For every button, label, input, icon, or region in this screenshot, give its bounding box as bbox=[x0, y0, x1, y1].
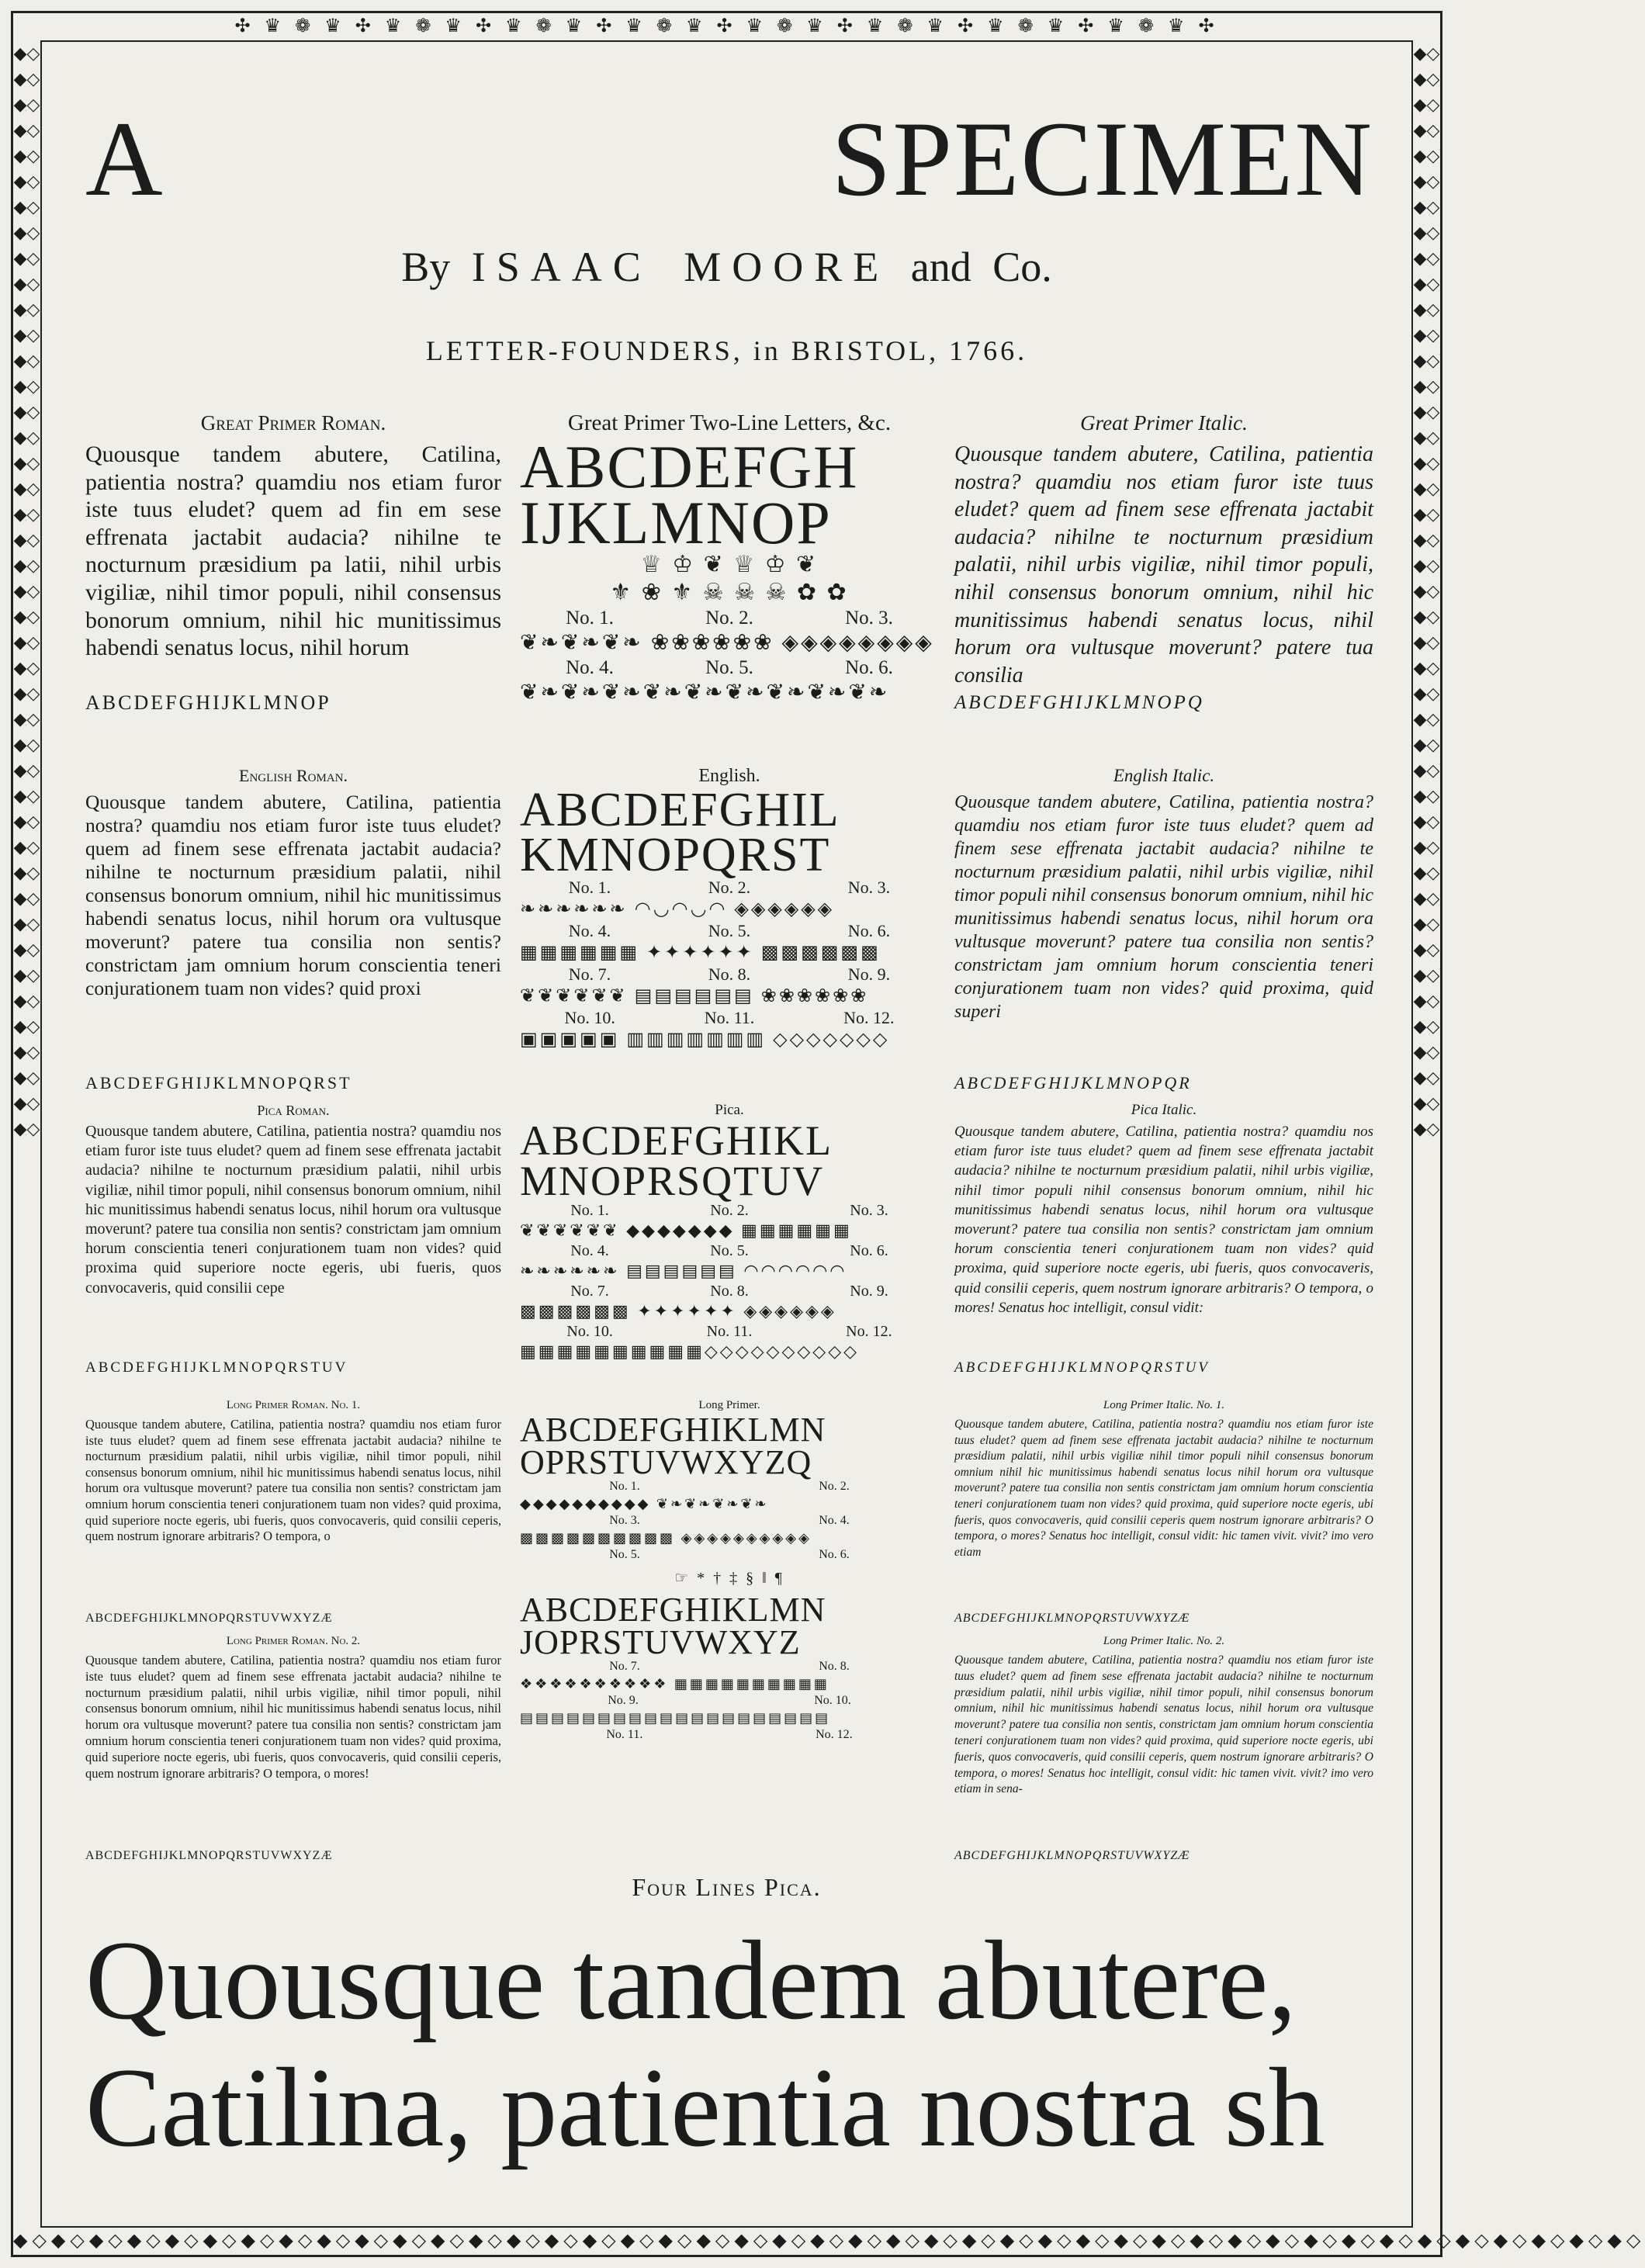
ornament-number: No. 9. bbox=[608, 1694, 639, 1707]
ornament-number-row bbox=[520, 878, 939, 898]
long-primer-italic-2-block bbox=[954, 1633, 1373, 1865]
specimen-text: Quousque tandem abutere, Catilina, patientia nostra? quamdiu nos etiam furor iste tuus eludet? quem ad finem sese effrenata jactabit audacia? nihilne te nocturnum præsidium palatii, nihil urbis vigiliæ, nihil timor populi nihil consensus bonorum omnium, nihil hic munitissimus habendi senatus locus, nihil horum ora vultusque moverunt? patere tua consilia non sentis? constrictam jam omnium horum conscientia teneri conjurationem tuam non vides? quid proxima, quid superiore nocte egeris, ubi fueris, quos convocaveris, quid consilii ceperis, quem nostrum ignorare arbitraris? O tempora, o mores! Senatus hoc intelligit, consul vidit: bbox=[954, 1124, 1373, 1316]
ornament-number: No. 11. bbox=[606, 1728, 643, 1741]
ornament-number: No. 10. bbox=[566, 1323, 613, 1340]
fleuron-ornament-icon: ⚜ ❀ ⚜ ☠ ☠ ☠ ✿ ✿ bbox=[610, 580, 849, 605]
ornament-number: No. 7. bbox=[570, 1283, 609, 1300]
lattice-ornament-icon: ▣▣▣▣▣ ▥▥▥▥▥▥▥ ◇◇◇◇◇◇◇ bbox=[520, 1030, 890, 1050]
ornament-number-row bbox=[520, 1241, 939, 1260]
specimen-alphabet: ABCDEFGHIJKLMNOPQRSTUVWXYZÆ bbox=[954, 1612, 1190, 1625]
section-heading: Pica Italic. bbox=[1131, 1102, 1197, 1118]
ornament-number: No. 1. bbox=[609, 1480, 640, 1493]
ornament-number: No. 1. bbox=[566, 608, 614, 628]
ornament-number-row bbox=[520, 1479, 939, 1494]
long-primer-roman-2-block bbox=[85, 1633, 501, 1865]
ornament-number: No. 5. bbox=[710, 1242, 749, 1259]
ornament-number-row bbox=[520, 1659, 939, 1674]
long-primer-letters-row: JOPRSTUVWXYZ bbox=[520, 1623, 801, 1661]
subtitle-and-co: and Co. bbox=[910, 244, 1052, 290]
specimen-text: Quousque tandem abutere, Catilina, patientia nostra? quamdiu nos etiam furor iste tuus eludet? quem ad finem sese effrenata jactabit audacia? nihilne te nocturnum præsidium palatii, nihil urbis vigiliæ nihil timor populi nihil consensus bonorum omnium nihil hic munitissimus habendi senatus locus nihil horum ora vultusque moverunt? patere tua consilia non sentis constrictam jam omnium horum conscientia teneri conjurationem tuam non vides? quid proxima, quid superiore nocte egeris, ubi fueris, quos convocaveris, quid consilii ceperis quem nostrum ignorare arbitraris? O tempora, o mores? Senatus hoc intelligit, consul vidit: hic tamen vivit. vivit? imo vero etiam bbox=[954, 1418, 1373, 1559]
ornament-number: No. 11. bbox=[704, 1008, 755, 1027]
specimen-text: Quousque tandem abutere, Catilina, patientia nostra? quamdiu nos etiam furor iste tuus eludet? quem ad finem sese effrenata jactabit audacia? nihilne te nocturnum præsidium palatii, nihil urbis vigiliæ, nihil timor populi, nihil consensus bonorum omnium, nihil hic munitissimus habendi senatus locus, nihil horum ora vultusque moverunt? patere tua consilia bbox=[954, 442, 1373, 687]
section-heading: Long Primer Italic. No. 1. bbox=[1103, 1399, 1225, 1411]
vine-ornament-icon: ❦❦❦❦❦❦ ◆◆◆◆◆◆◆ ▦▦▦▦▦▦ bbox=[520, 1221, 852, 1240]
two-line-letters-block bbox=[520, 410, 939, 706]
section-heading: Long Primer. bbox=[698, 1399, 760, 1411]
ornament-number: No. 9. bbox=[847, 964, 891, 984]
ornament-number-row bbox=[520, 656, 939, 680]
long-primer-letters-row: ABCDEFGHIKLMN bbox=[520, 1591, 826, 1629]
diamond-ornament-icon: ◆◇◆◇◆◇◆◇◆◇◆◇◆◇◆◇◆◇◆◇◆◇◆◇◆◇◆◇◆◇◆◇◆◇◆◇◆◇◆◇◆◇◆◇◆◇◆◇◆◇◆◇◆◇◆◇◆◇◆◇◆◇◆◇◆◇◆◇◆◇◆◇◆◇◆◇◆◇◆◇◆◇◆◇◆◇ bbox=[13, 43, 40, 1138]
ornament-number: No. 6. bbox=[819, 1548, 850, 1561]
section-heading: Great Primer Italic. bbox=[1080, 411, 1248, 435]
specimen-alphabet: ABCDEFGHIJKLMNOPQRSTUV bbox=[85, 1359, 348, 1376]
ornament-number: No. 12. bbox=[846, 1323, 892, 1340]
section-heading: English Roman. bbox=[239, 766, 348, 785]
pica-letters-block bbox=[520, 1100, 939, 1363]
lattice-ornament-icon: ▩▩▩▩▩▩ ✦✦✦✦✦✦ ◈◈◈◈◈◈ bbox=[520, 1301, 836, 1321]
ornament-number-row bbox=[520, 1547, 939, 1563]
location-line: LETTER-FOUNDERS, in BRISTOL, 1766. bbox=[425, 335, 1028, 366]
vine-ornament-icon: ❦❦❦❦❦❦ ▤▤▤▤▤▤ ❀❀❀❀❀❀ bbox=[520, 986, 869, 1006]
section-heading: Long Primer Italic. No. 2. bbox=[1103, 1635, 1225, 1647]
ornament-number: No. 3. bbox=[609, 1514, 640, 1527]
pica-letters-row: MNOPRSQTUV bbox=[520, 1158, 825, 1204]
two-line-letters-row: ABCDEFGH bbox=[520, 433, 859, 500]
ornament-number: No. 2. bbox=[710, 1202, 749, 1219]
ornament-number: No. 7. bbox=[568, 964, 611, 984]
vine-ornament-icon: ◆◆◆◆◆◆◆◆◆◆ ❦❧❦❧❦❧❦❧ bbox=[520, 1496, 769, 1511]
great-primer-roman-block bbox=[85, 410, 501, 717]
four-lines-pica-heading: Four Lines Pica. bbox=[632, 1873, 822, 1901]
ornament-number-row bbox=[520, 1727, 939, 1743]
section-heading: Long Primer Roman. No. 1. bbox=[226, 1399, 361, 1411]
english-roman-block bbox=[85, 764, 501, 1095]
ornament-number-row bbox=[520, 607, 939, 630]
specimen-alphabet: ABCDEFGHIJKLMNOPQRSTUVWXYZÆ bbox=[85, 1612, 333, 1625]
specimen-alphabet: ABCDEFGHIJKLMNOPQRSTUVWXYZÆ bbox=[85, 1849, 333, 1862]
subtitle-founder-name: ISAAC MOORE bbox=[471, 244, 890, 290]
long-primer-italic-1-block bbox=[954, 1397, 1373, 1628]
section-heading: Long Primer Roman. No. 2. bbox=[226, 1635, 361, 1647]
specimen-text: Quousque tandem abutere, Catilina, patientia nostra? quamdiu nos etiam furor iste tuus eludet? quem ad finem sese effrenata jactabit audacia? nihilne te nocturnum præsidium palatii, nihil urbis vigiliæ, nihil timor populi, nihil consensus bonorum omnium, nihil hic munitissimus habendi senatus locus, nihil horum ora vultusque moverunt? patere tua consilia non sentis? constrictam jam omnium horum conscientia teneri conjurationem tuam non vides? quid proxima, quid superiore nocte egeris, ubi fueris, quos convocaveris, quid consilii ceperis, quem nostrum ignorare arbitraris? O tempora, o bbox=[85, 1417, 501, 1544]
diamond-ornament-icon: ◆◇◆◇◆◇◆◇◆◇◆◇◆◇◆◇◆◇◆◇◆◇◆◇◆◇◆◇◆◇◆◇◆◇◆◇◆◇◆◇◆◇◆◇◆◇◆◇◆◇◆◇◆◇◆◇◆◇◆◇◆◇◆◇◆◇◆◇◆◇◆◇◆◇◆◇◆◇◆◇◆◇◆◇◆◇ bbox=[1413, 43, 1440, 1138]
pica-roman-block bbox=[85, 1100, 501, 1379]
ornament-number: No. 11. bbox=[706, 1323, 753, 1340]
ornament-number-row bbox=[520, 921, 939, 941]
ornament-number: No. 4. bbox=[819, 1514, 850, 1527]
lattice-ornament-icon: ▤▤▤▤▤▤▤▤▤▤▤▤▤▤▤▤▤▤▤▤ bbox=[520, 1710, 831, 1726]
ornament-number: No. 10. bbox=[564, 1008, 615, 1027]
subtitle bbox=[0, 242, 1453, 292]
reference-marks-row: ☞ * † ‡ § ‖ ¶ bbox=[674, 1570, 784, 1587]
ornament-number-row bbox=[520, 1282, 939, 1300]
ornament-number: No. 3. bbox=[847, 878, 891, 897]
crown-ornament-icon: ♕ ♔ ❦ ♕ ♔ ❦ bbox=[640, 552, 819, 577]
ornament-number: No. 12. bbox=[816, 1728, 853, 1741]
specimen-text: Quousque tandem abutere, Catilina, patientia nostra? quamdiu nos etiam furor iste tuus eludet? quem ad finem sese effrenata jactabit audacia? nihilne te nocturnum præsidium palatii, nihil urbis vigiliæ, nihil timor populi nihil consensus bonorum omnium, nihil hic munitissimus habendi senatus locus, nihil horum ora vultusque moverunt? patere tua consilia non sentis? constrictam jam omnium horum conscientia teneri conjurationem tuam non vides? quid proxima, quid superi bbox=[954, 792, 1373, 1022]
section-heading: Great Primer Two-Line Letters, &c. bbox=[567, 410, 892, 435]
section-heading: Great Primer Roman. bbox=[200, 411, 386, 435]
two-line-letters-row: IJKLMNOP bbox=[520, 489, 832, 556]
ornament-number: No. 3. bbox=[845, 608, 893, 628]
specimen-alphabet: ABCDEFGHIJKLMNOP bbox=[85, 691, 331, 714]
ornament-number: No. 5. bbox=[708, 921, 751, 940]
ornament-number: No. 8. bbox=[710, 1283, 749, 1300]
english-letters-block bbox=[520, 764, 939, 1051]
ornament-number: No. 6. bbox=[847, 921, 891, 940]
long-primer-letters-block bbox=[520, 1397, 939, 1743]
pica-letters-row: ABCDEFGHIKL bbox=[520, 1117, 833, 1164]
ornament-number-row bbox=[520, 1008, 939, 1028]
specimen-alphabet: ABCDEFGHIJKLMNOPQRSTUVWXYZÆ bbox=[954, 1849, 1190, 1862]
english-letters-row: ABCDEFGHIL bbox=[520, 784, 840, 836]
specimen-text: Quousque tandem abutere, Catilina, patientia nostra? quamdiu nos etiam furor iste tuus eludet? quem ad finem sese effrenata jactabit audacia? nihilne te nocturnum præsidium palatii, nihil urbis vigiliæ, nihil timor populi, nihil consensus bonorum omnium, nihil hic munitissimus habendi senatus locus, nihil horum ora vultusque moverunt? patere tua consilia non sentis? constrictam jam omnium horum conscientia teneri conjurationem tuam non vides? quid proxima quid superiore nocte egeris, ubi fueris, quos convocaveris, quid consilii cepe bbox=[85, 1123, 501, 1297]
vine-ornament-icon: ❦❧❦❧❦❧ ❀❀❀❀❀❀ ◈◈◈◈◈◈◈◈ bbox=[520, 631, 934, 655]
specimen-text: Quousque tandem abutere, Catilina, patientia nostra? quamdiu nos etiam furor iste tuus eludet? quem ad finem sese effrenata jactabit audacia? nihilne te nocturnum præsidium palatii, nihil consensus bonorum omnium, nihil hic munitissimus habendi senatus locus, nihil horum ora vultusque moverunt? patere tua consilia non sentis? constrictam jam omnium horum conscientia teneri conjurationem tuam non vides? quid proxi bbox=[85, 791, 501, 999]
specimen-alphabet: ABCDEFGHIJKLMNOPQR bbox=[954, 1073, 1192, 1092]
ornament-number: No. 1. bbox=[570, 1202, 609, 1219]
ornament-number-row bbox=[520, 1513, 939, 1529]
ornament-number-row bbox=[520, 1322, 939, 1341]
ornament-number-row bbox=[520, 1693, 939, 1709]
long-primer-roman-1-block bbox=[85, 1397, 501, 1628]
top-ornament-border bbox=[13, 13, 1440, 40]
section-heading: Pica Roman. bbox=[257, 1103, 330, 1118]
crown-ornament-icon: ✣ ♛ ❁ ♛ ✣ ♛ ❁ ♛ ✣ ♛ ❁ ♛ ✣ ♛ ❁ ♛ ✣ ♛ ❁ ♛ ✣ ♛ ❁ ♛ ✣ ♛ ❁ ♛ ✣ ♛ ❁ ♛ ✣ bbox=[234, 16, 1219, 36]
ornament-number: No. 4. bbox=[568, 921, 611, 940]
ornament-number: No. 4. bbox=[570, 1242, 609, 1259]
specimen-text: Quousque tandem abutere, Catilina, patientia nostra? quamdiu nos etiam furor iste tuus eludet? quem ad finem sese effrenata jactabit audacia? nihilne te nocturnum præsidium palatii, nihil urbis vigiliæ, nihil timor populi, nihil consensus bonorum omnium, nihil hic munitissimus habendi senatus locus, nihil horum ora vultusque moverunt? patere tua consilia non sentis, constrictam jam omnium horum conscientia teneri conjurationem tuam non vides? quid proxima, quid superiore nocte egeris, ubi fueris, quos convocaveris, quid consilii ceperis, quem nostrum ignorare arbitraris? O tempora, o mores! Senatus hoc intelligit, consul vidit: hic tamen vivit. vivit? imo vero etiam in sena- bbox=[954, 1653, 1373, 1796]
great-primer-italic-block bbox=[954, 410, 1373, 717]
ornament-number-row bbox=[520, 1201, 939, 1220]
ornament-number: No. 9. bbox=[850, 1283, 888, 1300]
lattice-ornament-icon: ❧❧❧❧❧❧ ▤▤▤▤▤▤ ◠◠◠◠◠◠ bbox=[520, 1261, 847, 1280]
vine-ornament-icon: ❦❧❦❧❦❧❦❧❦❧❦❧❦❧❦❧❦❧ bbox=[520, 680, 890, 705]
ornament-number: No. 3. bbox=[850, 1202, 888, 1219]
four-lines-pica-line: Quousque tandem abutere, bbox=[85, 1917, 1297, 2043]
ornament-number: No. 10. bbox=[814, 1694, 851, 1707]
ornament-number: No. 7. bbox=[609, 1660, 640, 1673]
lattice-ornament-icon: ❖❖❖❖❖❖❖❖❖❖ ▦▦▦▦▦▦▦▦▦▦ bbox=[520, 1676, 829, 1691]
bottom-ornament-border bbox=[13, 2228, 1645, 2255]
pica-italic-block bbox=[954, 1100, 1373, 1379]
four-lines-pica-specimen bbox=[85, 1917, 1373, 2171]
long-primer-letters-row: OPRSTUVWXYZQ bbox=[520, 1443, 812, 1481]
vine-ornament-icon: ❧❧❧❧❧❧ ◠◡◠◡◠ ◈◈◈◈◈◈ bbox=[520, 899, 835, 919]
specimen-alphabet: ABCDEFGHIJKLMNOPQRSTUV bbox=[954, 1359, 1210, 1376]
ornament-number: No. 6. bbox=[845, 657, 893, 678]
section-heading: English. bbox=[698, 766, 760, 786]
lattice-ornament-icon: ▦▦▦▦▦▦▦▦▦▦◇◇◇◇◇◇◇◇◇◇ bbox=[520, 1342, 860, 1361]
ornament-number: No. 12. bbox=[843, 1008, 895, 1027]
specimen-alphabet: ABCDEFGHIJKLMNOPQRST bbox=[85, 1073, 352, 1092]
section-heading: English Italic. bbox=[1113, 766, 1215, 785]
subtitle-by: By bbox=[401, 244, 451, 290]
page-title: A SPECIMEN bbox=[85, 99, 1373, 218]
ornament-number: No. 8. bbox=[708, 964, 751, 984]
lattice-ornament-icon: ▦▦▦▦▦▦ ✦✦✦✦✦✦ ▩▩▩▩▩▩ bbox=[520, 943, 881, 963]
specimen-text: Quousque tandem abutere, Catilina, patientia nostra? quamdiu nos etiam furor iste tuus eludet? quem ad fin em sese effrenata jactabit audacia? nihilne te nocturnum præsidium pa latii, nihil urbis vigiliæ, nihil timor populi, nihil consensus bonorum omnium, nihil hic munitissimus habendi senatus locus, nihil horum bbox=[85, 441, 501, 661]
ornament-number: No. 6. bbox=[850, 1242, 888, 1259]
ornament-number: No. 2. bbox=[705, 608, 753, 628]
section-heading: Pica. bbox=[715, 1102, 744, 1118]
specimen-text: Quousque tandem abutere, Catilina, patientia nostra? quamdiu nos etiam furor iste tuus eludet? quem ad finem sese effrenata jactabit audacia? nihilne te nocturnum præsidium palatii, nihil urbis vigiliæ, nihil timor populi, nihil consensus bonorum omnium, nihil hic munitissimus habendi senatus locus, nihil horum ora vultusque moverunt? patere tua consilia non sentis? constrictam jam omnium horum conscientia teneri conjurationem tuam non vides? quid proxima, quid superiore nocte egeris, ubi fueris, quos convocaveris, quid consilii ceperis, quem nostrum ignorare arbitraris? O tempora, o mores! bbox=[85, 1653, 501, 1781]
ornament-number: No. 4. bbox=[566, 657, 614, 678]
ornament-number: No. 2. bbox=[708, 878, 751, 897]
ornament-number: No. 5. bbox=[705, 657, 753, 678]
diamond-ornament-icon: ◆◇◆◇◆◇◆◇◆◇◆◇◆◇◆◇◆◇◆◇◆◇◆◇◆◇◆◇◆◇◆◇◆◇◆◇◆◇◆◇◆◇◆◇◆◇◆◇◆◇◆◇◆◇◆◇◆◇◆◇◆◇◆◇◆◇◆◇◆◇◆◇◆◇◆◇◆◇◆◇◆◇◆◇◆◇ bbox=[13, 2231, 1645, 2251]
lattice-ornament-icon: ▩▩▩▩▩▩▩▩▩▩ ◈◈◈◈◈◈◈◈◈◈ bbox=[520, 1530, 812, 1546]
ornament-number-row bbox=[520, 964, 939, 985]
ornament-number: No. 5. bbox=[609, 1548, 640, 1561]
long-primer-letters-row: ABCDEFGHIKLMN bbox=[520, 1411, 826, 1449]
english-letters-row: KMNOPQRST bbox=[520, 829, 831, 881]
ornament-number: No. 2. bbox=[819, 1480, 850, 1493]
english-italic-block bbox=[954, 764, 1373, 1095]
ornament-number: No. 8. bbox=[819, 1660, 850, 1673]
ornament-number: No. 1. bbox=[568, 878, 611, 897]
specimen-alphabet: ABCDEFGHIJKLMNOPQ bbox=[954, 692, 1204, 713]
four-lines-pica-line: Catilina, patientia nostra sh bbox=[85, 2045, 1325, 2170]
